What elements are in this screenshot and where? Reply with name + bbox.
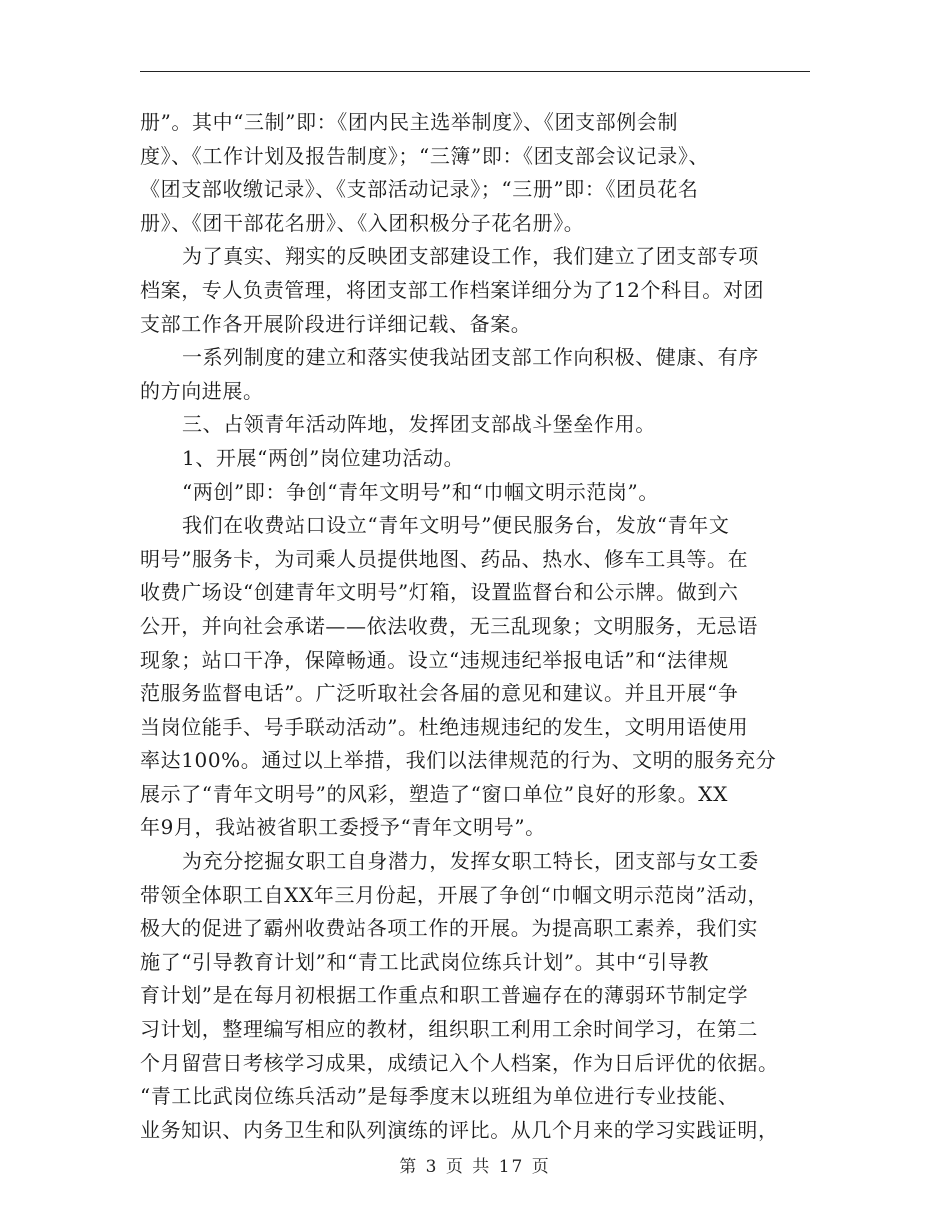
text-line: 范服务监督电话”。广泛听取社会各届的意见和建议。并且开展“争: [140, 681, 739, 706]
text-line: 习计划，整理编写相应的教材，组织职工利用工余时间学习，在第二: [140, 1017, 758, 1042]
text-line: 育计划”是在每月初根据工作重点和职工普遍存在的薄弱环节制定学: [140, 983, 749, 1008]
page-footer: [0, 1152, 950, 1177]
text-line: 为充分挖掘女职工自身潜力，发挥女职工特长，团支部与女工委: [182, 849, 759, 874]
text-line: 1、开展“两创”岗位建功活动。: [182, 445, 465, 470]
document-body: [140, 106, 810, 1147]
footer-middle: 页 共: [445, 1157, 492, 1177]
text-line: “青工比武岗位练兵活动”是每季度末以班组为单位进行专业技能、: [140, 1084, 739, 1109]
text-line: 业务知识、内务卫生和队列演练的评比。从几个月来的学习实践证明，: [140, 1117, 779, 1142]
footer-prefix: 第: [399, 1157, 419, 1177]
text-line: 带领全体职工自XX年三月份起，开展了争创“巾帼文明示范岗”活动，: [140, 882, 769, 907]
text-line: 的方向进展。: [140, 378, 264, 403]
text-line: 档案，专人负责管理，将团支部工作档案详细分为了12个科目。对团: [140, 277, 765, 302]
text-line: 公开，并向社会承诺——依法收费，无三乱现象；文明服务，无忌语: [140, 613, 758, 638]
text-line: 三、占领青年活动阵地，发挥团支部战斗堡垒作用。: [182, 412, 656, 437]
header-rule: [140, 71, 810, 72]
text-line: 现象；站口干净，保障畅通。设立“违规违纪举报电话”和“法律规: [140, 647, 729, 672]
text-line: 当岗位能手、号手联动活动”。杜绝违规违纪的发生，文明用语使用: [140, 714, 749, 739]
text-line: 明号”服务卡，为司乘人员提供地图、药品、热水、修车工具等。在: [140, 546, 749, 571]
text-line: 极大的促进了霸州收费站各项工作的开展。为提高职工素养，我们实: [140, 916, 758, 941]
text-line: 收费广场设“创建青年文明号”灯箱，设置监督台和公示牌。做到六: [140, 580, 739, 605]
footer-current-page: 3: [425, 1157, 439, 1177]
text-line: 我们在收费站口设立“青年文明号”便民服务台，发放“青年文: [182, 513, 730, 538]
text-line: 册》、《团干部花名册》、《入团积极分子花名册》。: [140, 210, 585, 235]
text-line: “两创”即：争创“青年文明号”和“巾帼文明示范岗”。: [182, 479, 659, 504]
text-line: 为了真实、翔实的反映团支部建设工作，我们建立了团支部专项: [182, 244, 759, 269]
text-line: 施了“引导教育计划”和“青工比武岗位练兵计划”。其中“引导教: [140, 949, 710, 974]
text-line: 《团支部收缴记录》、《支部活动记录》；“三册”即：《团员花名: [140, 177, 699, 202]
text-line: 个月留营日考核学习成果，成绩记入个人档案，作为日后评优的依据。: [140, 1050, 779, 1075]
text-line: 度》、《工作计划及报告制度》；“三簿”即：《团支部会议记录》、: [140, 143, 710, 168]
footer-total-pages: 17: [498, 1157, 525, 1177]
text-line: 率达100%。通过以上举措，我们以法律规范的行为、文明的服务充分: [140, 748, 777, 773]
text-line: 年9月，我站被省职工委授予“青年文明号”。: [140, 815, 546, 840]
text-line: 展示了“青年文明号”的风彩，塑造了“窗口单位”良好的形象。XX: [140, 781, 728, 806]
text-line: 册”。其中“三制”即：《团内民主选举制度》、《团支部例会制: [140, 110, 679, 134]
footer-suffix: 页: [531, 1157, 551, 1177]
text-line: 一系列制度的建立和落实使我站团支部工作向积极、健康、有序: [182, 345, 759, 370]
text-line: 支部工作各开展阶段进行详细记载、备案。: [140, 311, 532, 336]
